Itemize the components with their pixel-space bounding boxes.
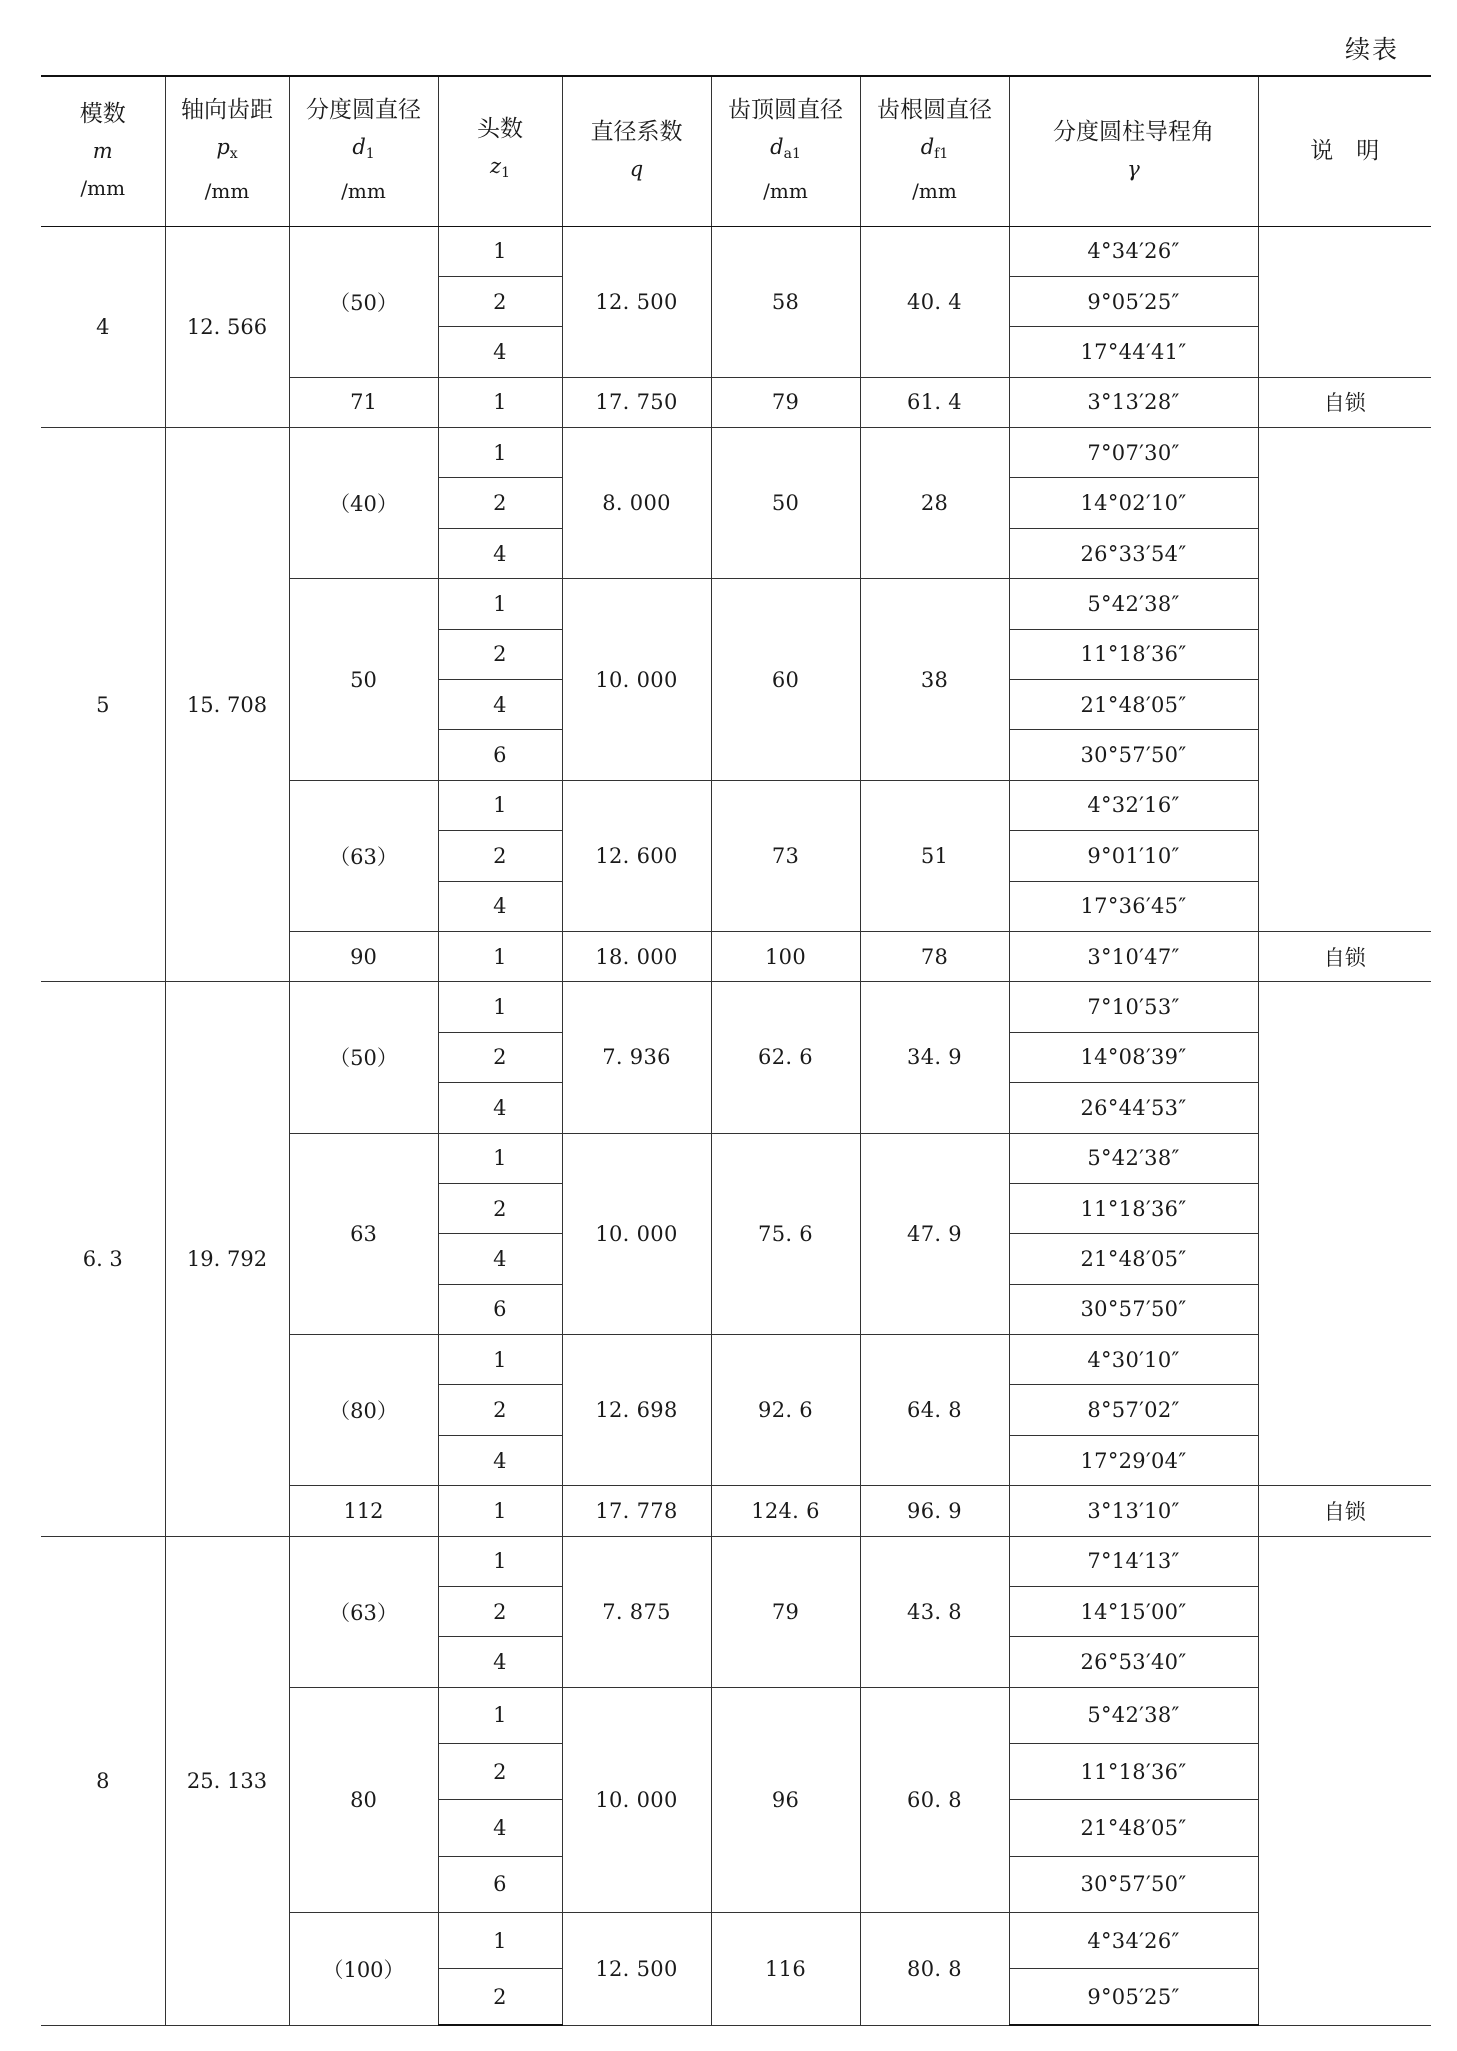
header-module: 模数 m /mm xyxy=(41,76,165,226)
starts-cell: 4 xyxy=(438,1800,562,1856)
note-cell xyxy=(1258,982,1431,1486)
lead-angle-cell: 26°53′40″ xyxy=(1009,1637,1258,1687)
root-diameter-cell: 40. 4 xyxy=(860,226,1009,377)
starts-cell: 1 xyxy=(438,1687,562,1743)
lead-angle-cell: 26°33′54″ xyxy=(1009,528,1258,578)
header-axial-pitch: 轴向齿距 $p_x$ /mm xyxy=(165,76,289,226)
lead-angle-cell: 30°57′50″ xyxy=(1009,1856,1258,1912)
axial-pitch-cell: 19. 792 xyxy=(165,982,289,1536)
table-row xyxy=(41,226,1431,276)
starts-cell: 4 xyxy=(438,881,562,931)
lead-angle-cell: 14°15′00″ xyxy=(1009,1587,1258,1637)
starts-cell: 1 xyxy=(438,1486,562,1536)
diameter-factor-cell: 18. 000 xyxy=(562,931,711,981)
tip-diameter-cell: 116 xyxy=(711,1913,860,2026)
lead-angle-cell: 3°13′10″ xyxy=(1009,1486,1258,1536)
tip-diameter-cell: 124. 6 xyxy=(711,1486,860,1536)
pitch-diameter-cell: 63 xyxy=(289,1133,438,1335)
starts-cell: 1 xyxy=(438,1536,562,1586)
tip-diameter-cell: 73 xyxy=(711,780,860,931)
starts-cell: 4 xyxy=(438,528,562,578)
starts-cell: 2 xyxy=(438,1744,562,1800)
starts-cell: 2 xyxy=(438,1587,562,1637)
starts-cell: 2 xyxy=(438,478,562,528)
lead-angle-cell: 21°48′05″ xyxy=(1009,680,1258,730)
pitch-diameter-cell: 112 xyxy=(289,1486,438,1536)
note-cell xyxy=(1258,226,1431,377)
diameter-factor-cell: 12. 698 xyxy=(562,1335,711,1486)
pitch-diameter-cell: 50 xyxy=(289,579,438,781)
starts-cell: 4 xyxy=(438,1083,562,1133)
lead-angle-cell: 17°44′41″ xyxy=(1009,327,1258,377)
pitch-diameter-cell: （50） xyxy=(289,982,438,1133)
starts-cell: 2 xyxy=(438,1183,562,1233)
root-diameter-cell: 78 xyxy=(860,931,1009,981)
root-diameter-cell: 28 xyxy=(860,428,1009,579)
tip-diameter-cell: 50 xyxy=(711,428,860,579)
lead-angle-cell: 9°05′25″ xyxy=(1009,276,1258,326)
lead-angle-cell: 4°34′26″ xyxy=(1009,226,1258,276)
header-tip-diameter: 齿顶圆直径 $d_{a1}$ /mm xyxy=(711,76,860,226)
lead-angle-cell: 7°10′53″ xyxy=(1009,982,1258,1032)
header-pitch-diameter: 分度圆直径 $d_1$ /mm xyxy=(289,76,438,226)
header-starts: 头数 $z_1$ xyxy=(438,76,562,226)
lead-angle-cell: 21°48′05″ xyxy=(1009,1234,1258,1284)
header-root-diameter: 齿根圆直径 $d_{f1}$ /mm xyxy=(860,76,1009,226)
root-diameter-cell: 47. 9 xyxy=(860,1133,1009,1335)
starts-cell: 2 xyxy=(438,629,562,679)
diameter-factor-cell: 12. 500 xyxy=(562,1913,711,2026)
root-diameter-cell: 60. 8 xyxy=(860,1687,1009,1912)
lead-angle-cell: 4°30′10″ xyxy=(1009,1335,1258,1385)
diameter-factor-cell: 8. 000 xyxy=(562,428,711,579)
lead-angle-cell: 26°44′53″ xyxy=(1009,1083,1258,1133)
axial-pitch-cell: 15. 708 xyxy=(165,428,289,982)
diameter-factor-cell: 12. 600 xyxy=(562,780,711,931)
lead-angle-cell: 17°29′04″ xyxy=(1009,1435,1258,1485)
starts-cell: 4 xyxy=(438,1435,562,1485)
header-diameter-factor: 直径系数 q xyxy=(562,76,711,226)
starts-cell: 1 xyxy=(438,1335,562,1385)
pitch-diameter-cell: 71 xyxy=(289,377,438,427)
header-note: 说 明 xyxy=(1258,76,1431,226)
tip-diameter-cell: 100 xyxy=(711,931,860,981)
tip-diameter-cell: 75. 6 xyxy=(711,1133,860,1335)
module-cell: 5 xyxy=(41,428,165,982)
lead-angle-cell: 9°05′25″ xyxy=(1009,1969,1258,2025)
diameter-factor-cell: 10. 000 xyxy=(562,579,711,781)
diameter-factor-cell: 7. 875 xyxy=(562,1536,711,1687)
pitch-diameter-cell: （80） xyxy=(289,1335,438,1486)
diameter-factor-cell: 7. 936 xyxy=(562,982,711,1133)
lead-angle-cell: 5°42′38″ xyxy=(1009,1687,1258,1743)
lead-angle-cell: 9°01′10″ xyxy=(1009,831,1258,881)
starts-cell: 1 xyxy=(438,931,562,981)
root-diameter-cell: 38 xyxy=(860,579,1009,781)
header-lead-angle: 分度圆柱导程角 γ xyxy=(1009,76,1258,226)
pitch-diameter-cell: （63） xyxy=(289,1536,438,1687)
tip-diameter-cell: 58 xyxy=(711,226,860,377)
lead-angle-cell: 5°42′38″ xyxy=(1009,579,1258,629)
diameter-factor-cell: 17. 778 xyxy=(562,1486,711,1536)
lead-angle-cell: 7°14′13″ xyxy=(1009,1536,1258,1586)
starts-cell: 4 xyxy=(438,1637,562,1687)
note-cell: 自锁 xyxy=(1258,931,1431,981)
root-diameter-cell: 80. 8 xyxy=(860,1913,1009,2026)
starts-cell: 1 xyxy=(438,982,562,1032)
starts-cell: 1 xyxy=(438,1133,562,1183)
lead-angle-cell: 30°57′50″ xyxy=(1009,1284,1258,1334)
diameter-factor-cell: 17. 750 xyxy=(562,377,711,427)
root-diameter-cell: 51 xyxy=(860,780,1009,931)
lead-angle-cell: 5°42′38″ xyxy=(1009,1133,1258,1183)
lead-angle-cell: 14°08′39″ xyxy=(1009,1032,1258,1082)
lead-angle-cell: 17°36′45″ xyxy=(1009,881,1258,931)
starts-cell: 2 xyxy=(438,1385,562,1435)
worm-parameter-table xyxy=(41,75,1431,2026)
starts-cell: 2 xyxy=(438,1032,562,1082)
root-diameter-cell: 64. 8 xyxy=(860,1335,1009,1486)
lead-angle-cell: 3°13′28″ xyxy=(1009,377,1258,427)
tip-diameter-cell: 79 xyxy=(711,377,860,427)
tip-diameter-cell: 60 xyxy=(711,579,860,781)
tip-diameter-cell: 92. 6 xyxy=(711,1335,860,1486)
table-row xyxy=(41,428,1431,478)
diameter-factor-cell: 10. 000 xyxy=(562,1687,711,1912)
starts-cell: 4 xyxy=(438,327,562,377)
lead-angle-cell: 30°57′50″ xyxy=(1009,730,1258,780)
module-cell: 8 xyxy=(41,1536,165,2025)
tip-diameter-cell: 96 xyxy=(711,1687,860,1912)
pitch-diameter-cell: 90 xyxy=(289,931,438,981)
pitch-diameter-cell: （63） xyxy=(289,780,438,931)
starts-cell: 6 xyxy=(438,1856,562,1912)
module-cell: 6. 3 xyxy=(41,982,165,1536)
starts-cell: 6 xyxy=(438,1284,562,1334)
root-diameter-cell: 96. 9 xyxy=(860,1486,1009,1536)
starts-cell: 1 xyxy=(438,226,562,276)
starts-cell: 4 xyxy=(438,1234,562,1284)
diameter-factor-cell: 10. 000 xyxy=(562,1133,711,1335)
lead-angle-cell: 14°02′10″ xyxy=(1009,478,1258,528)
pitch-diameter-cell: （50） xyxy=(289,226,438,377)
lead-angle-cell: 3°10′47″ xyxy=(1009,931,1258,981)
lead-angle-cell: 7°07′30″ xyxy=(1009,428,1258,478)
starts-cell: 1 xyxy=(438,780,562,830)
starts-cell: 2 xyxy=(438,276,562,326)
note-cell xyxy=(1258,428,1431,932)
starts-cell: 6 xyxy=(438,730,562,780)
lead-angle-cell: 21°48′05″ xyxy=(1009,1800,1258,1856)
tip-diameter-cell: 62. 6 xyxy=(711,982,860,1133)
continued-label: 续表 xyxy=(1344,35,1399,64)
pitch-diameter-cell: 80 xyxy=(289,1687,438,1912)
starts-cell: 1 xyxy=(438,1913,562,1969)
diameter-factor-cell: 12. 500 xyxy=(562,226,711,377)
table-row xyxy=(41,1536,1431,1586)
starts-cell: 2 xyxy=(438,831,562,881)
starts-cell: 1 xyxy=(438,579,562,629)
starts-cell: 1 xyxy=(438,377,562,427)
lead-angle-cell: 4°32′16″ xyxy=(1009,780,1258,830)
lead-angle-cell: 11°18′36″ xyxy=(1009,1183,1258,1233)
lead-angle-cell: 11°18′36″ xyxy=(1009,629,1258,679)
root-diameter-cell: 43. 8 xyxy=(860,1536,1009,1687)
table-row xyxy=(41,982,1431,1032)
tip-diameter-cell: 79 xyxy=(711,1536,860,1687)
starts-cell: 2 xyxy=(438,1969,562,2025)
lead-angle-cell: 4°34′26″ xyxy=(1009,1913,1258,1969)
starts-cell: 1 xyxy=(438,428,562,478)
root-diameter-cell: 34. 9 xyxy=(860,982,1009,1133)
starts-cell: 4 xyxy=(438,680,562,730)
axial-pitch-cell: 25. 133 xyxy=(165,1536,289,2025)
pitch-diameter-cell: （100） xyxy=(289,1913,438,2026)
pitch-diameter-cell: （40） xyxy=(289,428,438,579)
header-row xyxy=(41,76,1431,226)
lead-angle-cell: 8°57′02″ xyxy=(1009,1385,1258,1435)
lead-angle-cell: 11°18′36″ xyxy=(1009,1744,1258,1800)
axial-pitch-cell: 12. 566 xyxy=(165,226,289,428)
note-cell xyxy=(1258,1536,1431,2025)
module-cell: 4 xyxy=(41,226,165,428)
note-cell: 自锁 xyxy=(1258,1486,1431,1536)
root-diameter-cell: 61. 4 xyxy=(860,377,1009,427)
note-cell: 自锁 xyxy=(1258,377,1431,427)
